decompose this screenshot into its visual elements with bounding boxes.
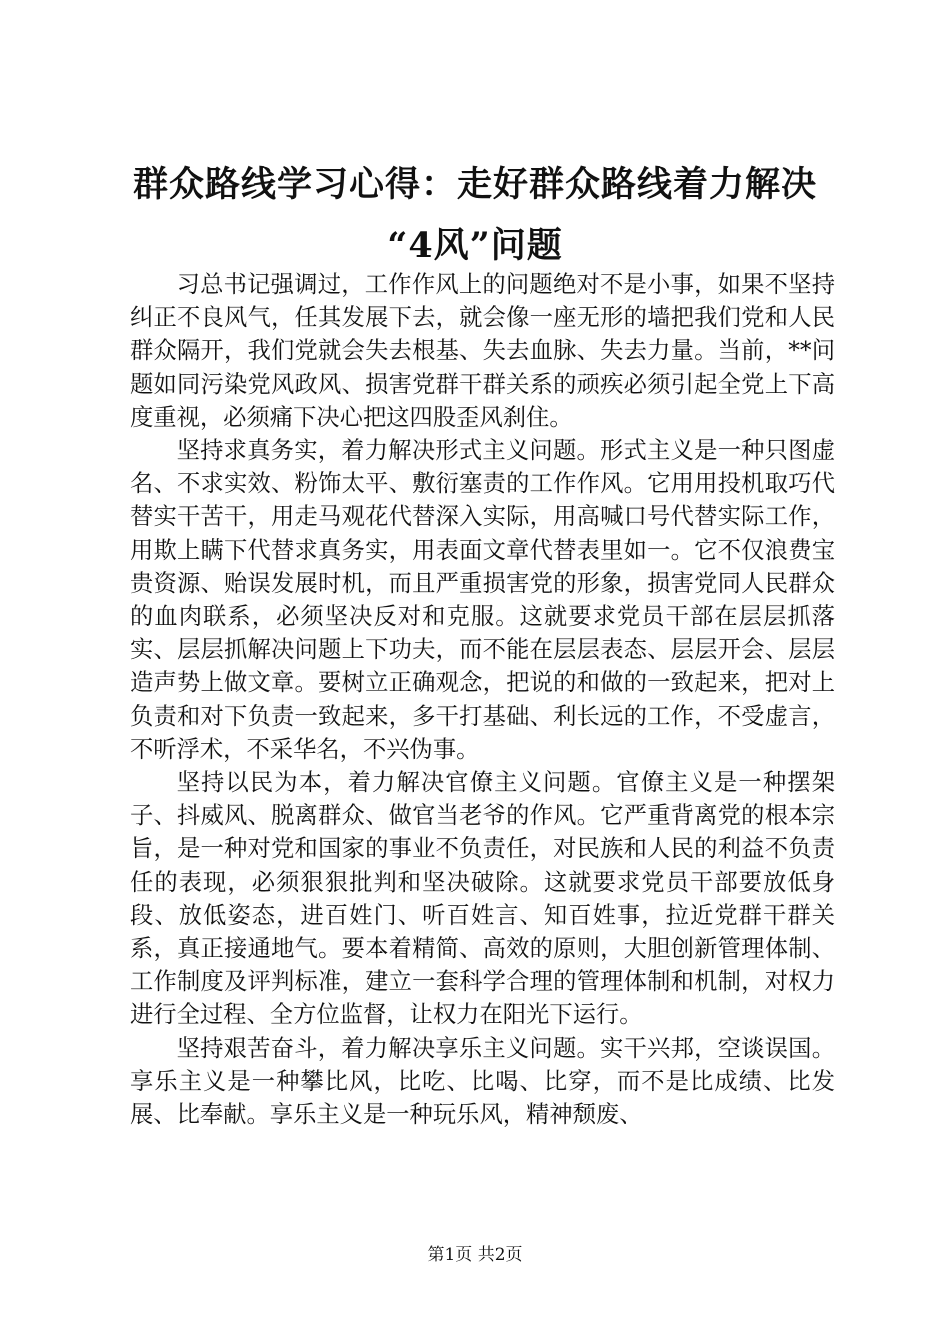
document-body bbox=[130, 268, 835, 1131]
body-paragraph-2: 坚持求真务实，着力解决形式主义问题。形式主义是一种只图虚名、不求实效、粉饰太平、敷衍塞责的工作作风。它用用投机取巧代替实干苦干，用走马观花代替深入实际，用高喊口号代替实际工作，用欺上瞒下代替求真务实，用表面文章代替表里如一。它不仅浪费宝贵资源、贻误发展时机，而且严重损害党的形象，损害党同人民群众的血肉联系，必须坚决反对和克服。这就要求党员干部在层层抓落实、层层抓解决问题上下功夫，而不能在层层表态、层层开会、层层造声势上做文章。要树立正确观念，把说的和做的一致起来，把对上负责和对下负责一致起来，多干打基础、利长远的工作，不受虚言，不听浮术，不采华名，不兴伪事。 bbox=[130, 437, 835, 763]
document-title-line-2: “4风”问题 bbox=[387, 225, 563, 266]
body-paragraph-1: 习总书记强调过，工作作风上的问题绝对不是小事，如果不坚持纠正不良风气，任其发展下去，就会像一座无形的墙把我们党和人民群众隔开，我们党就会失去根基、失去血脉、失去力量。当前，**问题如同污染党风政风、损害党群干群关系的顽疾必须引起全党上下高度重视，必须痛下决心把这四股歪风刹住。 bbox=[130, 271, 835, 431]
document-title-line-1: 群众路线学习心得：走好群众路线着力解决 bbox=[132, 164, 817, 205]
body-paragraph-3: 坚持以民为本，着力解决官僚主义问题。官僚主义是一种摆架子、抖威风、脱离群众、做官当老爷的作风。它严重背离党的根本宗旨，是一种对党和国家的事业不负责任，对民族和人民的利益不负责任的表现，必须狠狠批判和坚决破除。这就要求党员干部要放低身段、放低姿态，进百姓门、听百姓言、知百姓事，拉近党群干群关系，真正接通地气。要本着精简、高效的原则，大胆创新管理体制、工作制度及评判标准，建立一套科学合理的管理体制和机制，对权力进行全过程、全方位监督，让权力在阳光下运行。 bbox=[130, 769, 835, 1029]
body-paragraph-4: 坚持艰苦奋斗，着力解决享乐主义问题。实干兴邦，空谈误国。享乐主义是一种攀比风，比吃、比喝、比穿，而不是比成绩、比发展、比奉献。享乐主义是一种玩乐风，精神颓废、 bbox=[130, 1034, 835, 1129]
page-number-footer: 第1页 共2页 bbox=[427, 1245, 523, 1265]
